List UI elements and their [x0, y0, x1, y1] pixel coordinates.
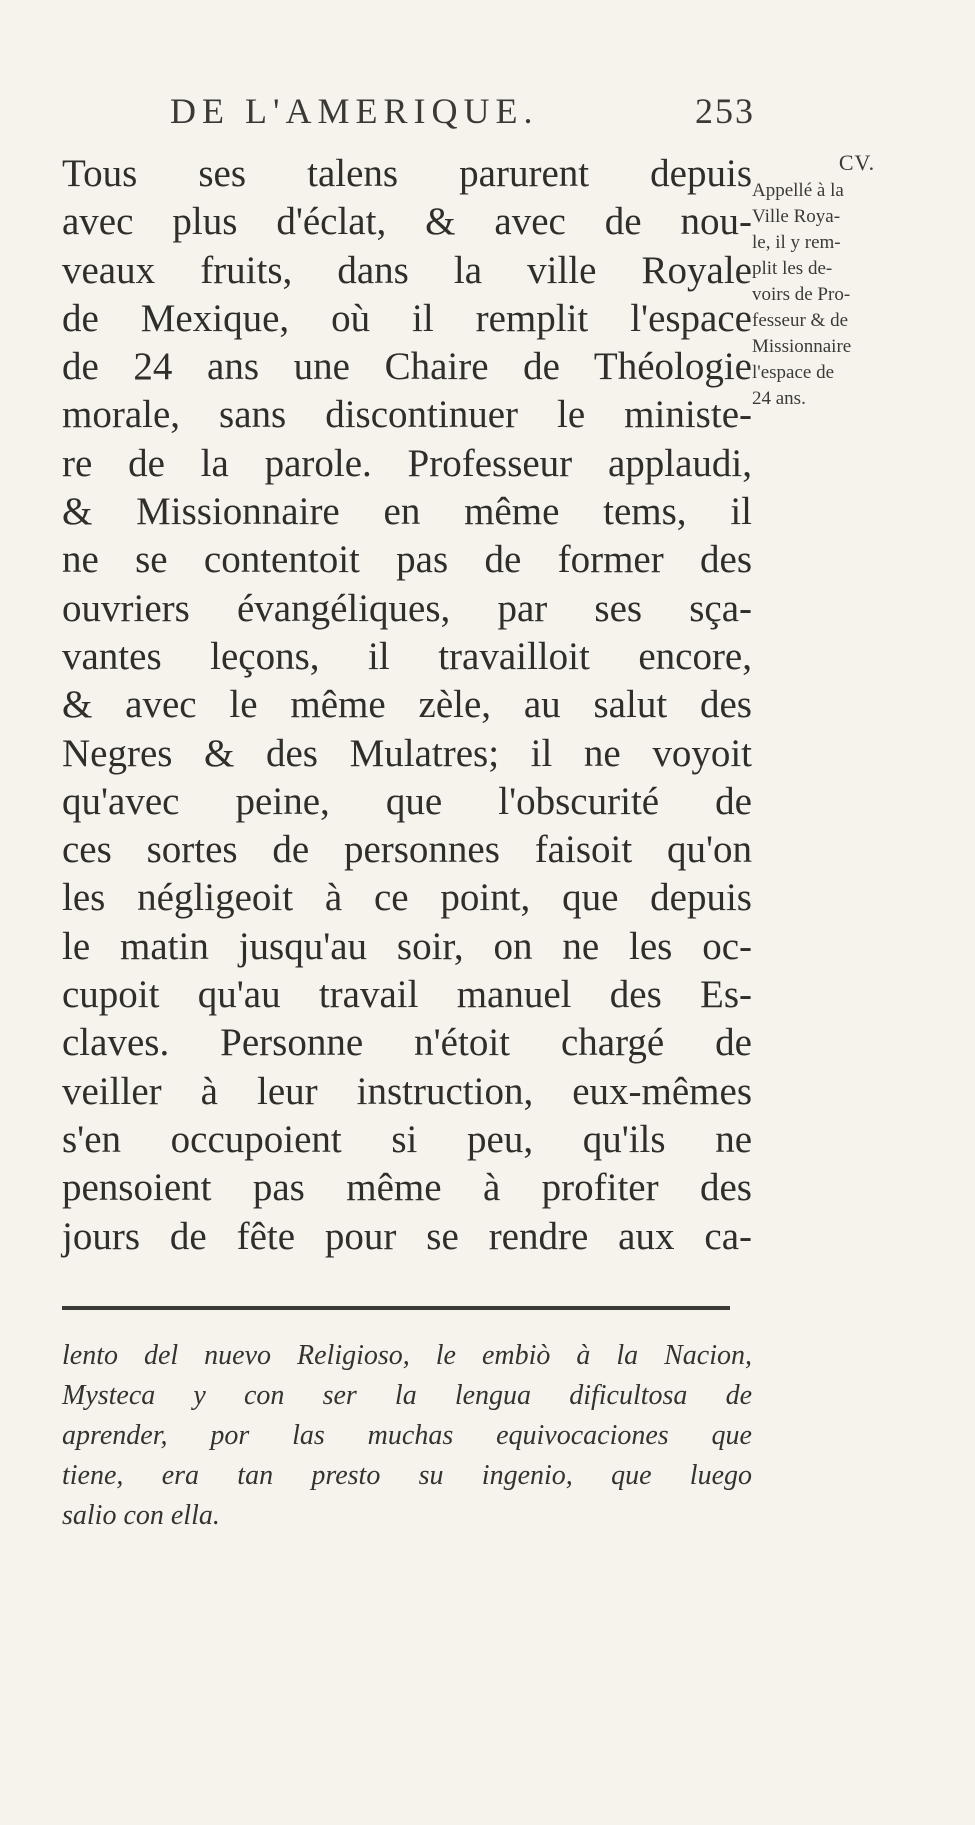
margin-note-line: 24 ans. [752, 388, 806, 409]
footnote-block [62, 1336, 752, 1536]
text-line: veiller à leur instruction, eux-mêmes [62, 1069, 752, 1113]
margin-note-line: Appellé à la [752, 180, 844, 201]
running-title: DE L'AMERIQUE. [170, 91, 539, 131]
running-head [170, 90, 755, 140]
main-text-block [62, 150, 752, 1261]
text-line: & avec le même zèle, au salut des [62, 683, 752, 727]
footnote-line: aprender, por las muchas equivocaciones que [62, 1420, 752, 1451]
page-number: 253 [695, 91, 755, 131]
margin-note-line: Ville Roya- [752, 206, 841, 227]
text-line: re de la parole. Professeur applaudi, [62, 441, 752, 485]
text-line: claves. Personne n'étoit chargé de [62, 1021, 752, 1065]
text-line: avec plus d'éclat, & avec de nou- [62, 200, 752, 244]
text-line: de Mexique, où il remplit l'espace [62, 296, 752, 340]
text-line: Tous ses talens parurent depuis [62, 152, 752, 195]
margin-note-line: Missionnaire [752, 336, 852, 357]
footnote-line: lento del nuevo Religioso, le embiò à la Nacion, [62, 1340, 752, 1371]
text-line: jours de fête pour se rendre aux ca- [62, 1214, 752, 1258]
margin-note-line: fesseur & de [752, 310, 849, 331]
text-line: qu'avec peine, que l'obscurité de [62, 779, 752, 823]
margin-note-line: l'espace de [752, 362, 835, 383]
text-line: cupoit qu'au travail manuel des Es- [62, 973, 752, 1017]
margin-note-number: CV. [838, 150, 876, 175]
footnote-rule [62, 1306, 730, 1310]
text-line: de 24 ans une Chaire de Théologie [62, 345, 752, 389]
margin-note-line: plit les de- [752, 258, 833, 279]
text-line: les négligeoit à ce point, que depuis [62, 876, 752, 920]
margin-note [752, 150, 962, 412]
text-line: ces sortes de personnes faisoit qu'on [62, 828, 752, 872]
margin-note-line: le, il y rem- [752, 232, 841, 253]
text-line: s'en occupoient si peu, qu'ils ne [62, 1117, 752, 1161]
text-line: vantes leçons, il travailloit encore, [62, 634, 752, 678]
text-line: & Missionnaire en même tems, il [62, 490, 752, 534]
margin-note-line: voirs de Pro- [752, 284, 851, 305]
text-line: le matin jusqu'au soir, on ne les oc- [62, 924, 752, 968]
footnote-line: Mysteca y con ser la lengua dificultosa de [62, 1380, 752, 1411]
footnote-line: tiene, era tan presto su ingenio, que luego [62, 1460, 752, 1491]
text-line: ne se contentoit pas de former des [62, 538, 752, 582]
text-line: pensoient pas même à profiter des [62, 1166, 752, 1210]
text-line: Negres & des Mulatres; il ne voyoit [62, 731, 752, 775]
footnote-line: salio con ella. [62, 1500, 220, 1531]
text-line: morale, sans discontinuer le ministe- [62, 393, 752, 437]
text-line: veaux fruits, dans la ville Royale [62, 248, 752, 292]
text-line: ouvriers évangéliques, par ses sça- [62, 586, 752, 630]
